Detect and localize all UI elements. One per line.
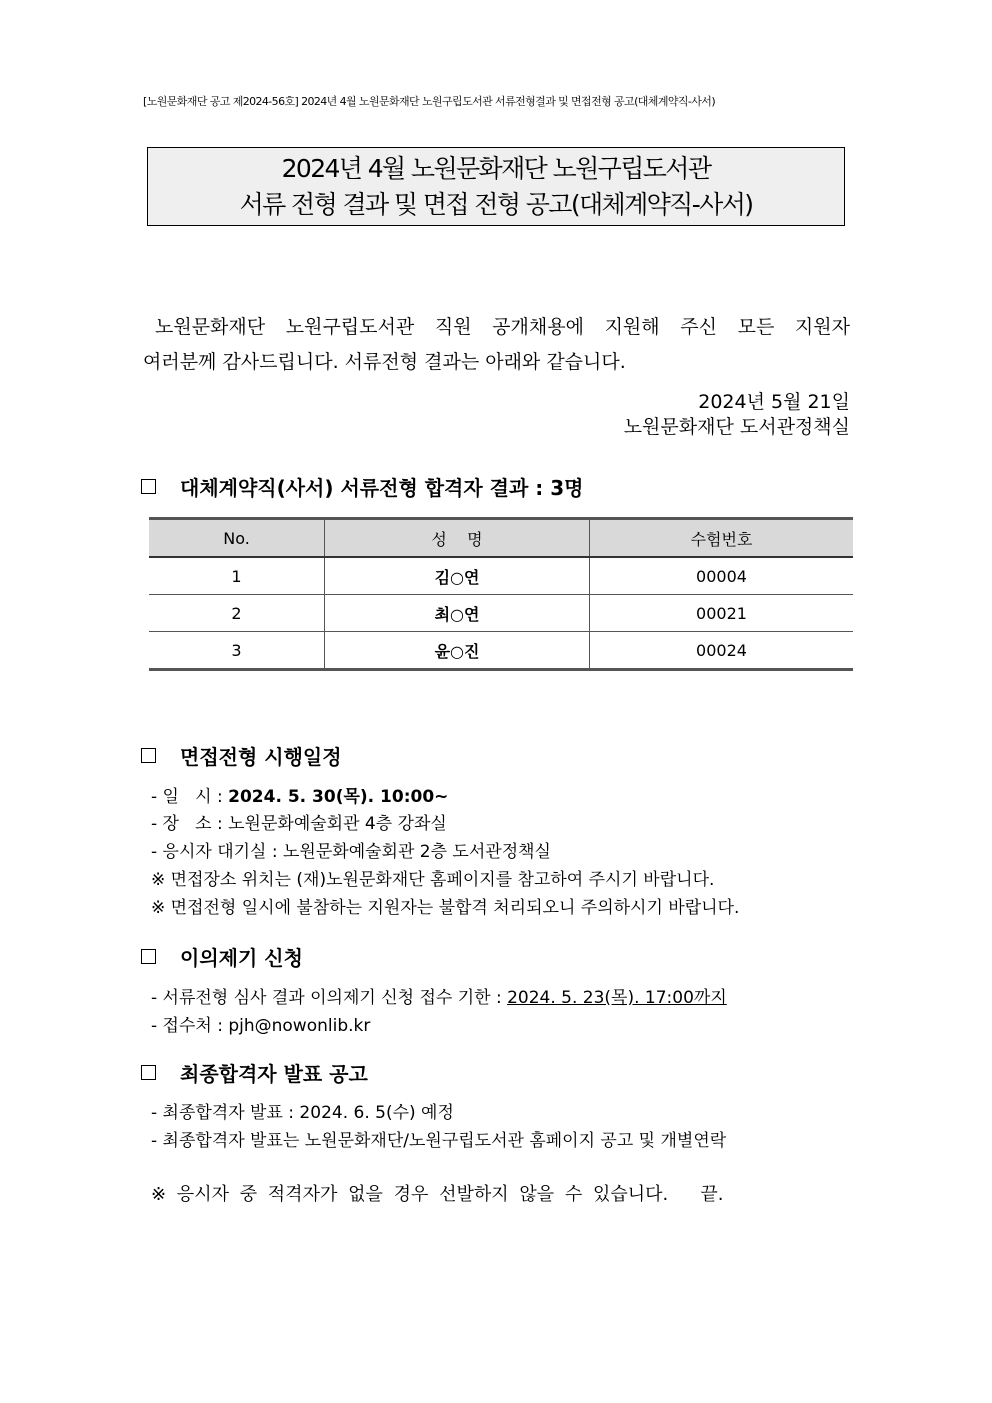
row-no: 1 — [149, 557, 325, 595]
section-final-title: 최종합격자 발표 공고 — [180, 1062, 368, 1086]
row-name: 김○연 — [325, 557, 590, 595]
interview-note-2: ※ 면접전형 일시에 불참하는 지원자는 불합격 처리되오니 주의하시기 바랍니다. — [151, 898, 740, 918]
checkbox-icon — [141, 1065, 156, 1080]
final-announcement: - 최종합격자 발표 : 2024. 6. 5(수) 예정 — [151, 1103, 454, 1123]
checkbox-icon — [141, 479, 156, 494]
row-name: 윤○진 — [325, 632, 590, 670]
row-name: 최○연 — [325, 595, 590, 632]
section-result-title: 대체계약직(사서) 서류전형 합격자 결과 : 3명 — [180, 476, 584, 500]
section-objection-title: 이의제기 신청 — [180, 946, 303, 970]
interview-date: - 일 시 : 2024. 5. 30(목). 10:00~ — [151, 787, 449, 807]
section-interview-heading — [141, 741, 342, 770]
row-exam-number: 00024 — [590, 632, 854, 670]
col-exam-number: 수험번호 — [590, 519, 854, 558]
interview-place: - 장 소 : 노원문화예술회관 4층 강좌실 — [151, 814, 447, 834]
row-no: 2 — [149, 595, 325, 632]
table-row — [149, 632, 853, 670]
table-row — [149, 557, 853, 595]
table-row — [149, 595, 853, 632]
title-box — [147, 147, 845, 226]
col-no: No. — [149, 519, 325, 558]
intro-line-2: 여러분께 감사드립니다. 서류전형 결과는 아래와 같습니다. — [143, 351, 626, 373]
checkbox-icon — [141, 748, 156, 763]
closing-note: ※ 응시자 중 적격자가 없을 경우 선발하지 않을 수 있습니다. 끝. — [151, 1184, 724, 1205]
row-exam-number: 00004 — [590, 557, 854, 595]
section-final-heading — [141, 1058, 368, 1087]
section-interview-title: 면접전형 시행일정 — [180, 745, 342, 769]
row-exam-number: 00021 — [590, 595, 854, 632]
objection-contact: - 접수처 : pjh@nowonlib.kr — [151, 1016, 371, 1036]
final-announcement-method: - 최종합격자 발표는 노원문화재단/노원구립도서관 홈페이지 공고 및 개별연락 — [151, 1131, 727, 1151]
col-name: 성 명 — [325, 519, 590, 558]
interview-waiting-room: - 응시자 대기실 : 노원문화예술회관 2층 도서관정책실 — [151, 842, 551, 862]
section-result-heading — [141, 472, 583, 501]
title-line-2: 서류 전형 결과 및 면접 전형 공고(대체계약직-사서) — [239, 189, 753, 219]
objection-deadline: - 서류전형 심사 결과 이의제기 신청 접수 기한 : 2024. 5. 23(목). 17:00까지 — [151, 988, 727, 1008]
title-line-1: 2024년 4월 노원문화재단 노원구립도서관 — [281, 153, 711, 183]
intro-line-1: 노원문화재단 노원구립도서관 직원 공개채용에 지원해 주신 모든 지원자 — [155, 316, 850, 338]
notice-date: 2024년 5월 21일 — [698, 391, 850, 413]
row-no: 3 — [149, 632, 325, 670]
result-table — [149, 517, 853, 671]
document-reference: [노원문화재단 공고 제2024-56호] 2024년 4월 노원문화재단 노원구립도서관 서류전형결과 및 면접전형 공고(대체계약직-사서) — [143, 95, 716, 108]
interview-note-1: ※ 면접장소 위치는 (재)노원문화재단 홈페이지를 참고하여 주시기 바랍니다. — [151, 870, 715, 890]
notice-signer: 노원문화재단 도서관정책실 — [623, 416, 850, 438]
table-header-row — [149, 519, 853, 558]
section-objection-heading — [141, 942, 303, 971]
checkbox-icon — [141, 949, 156, 964]
